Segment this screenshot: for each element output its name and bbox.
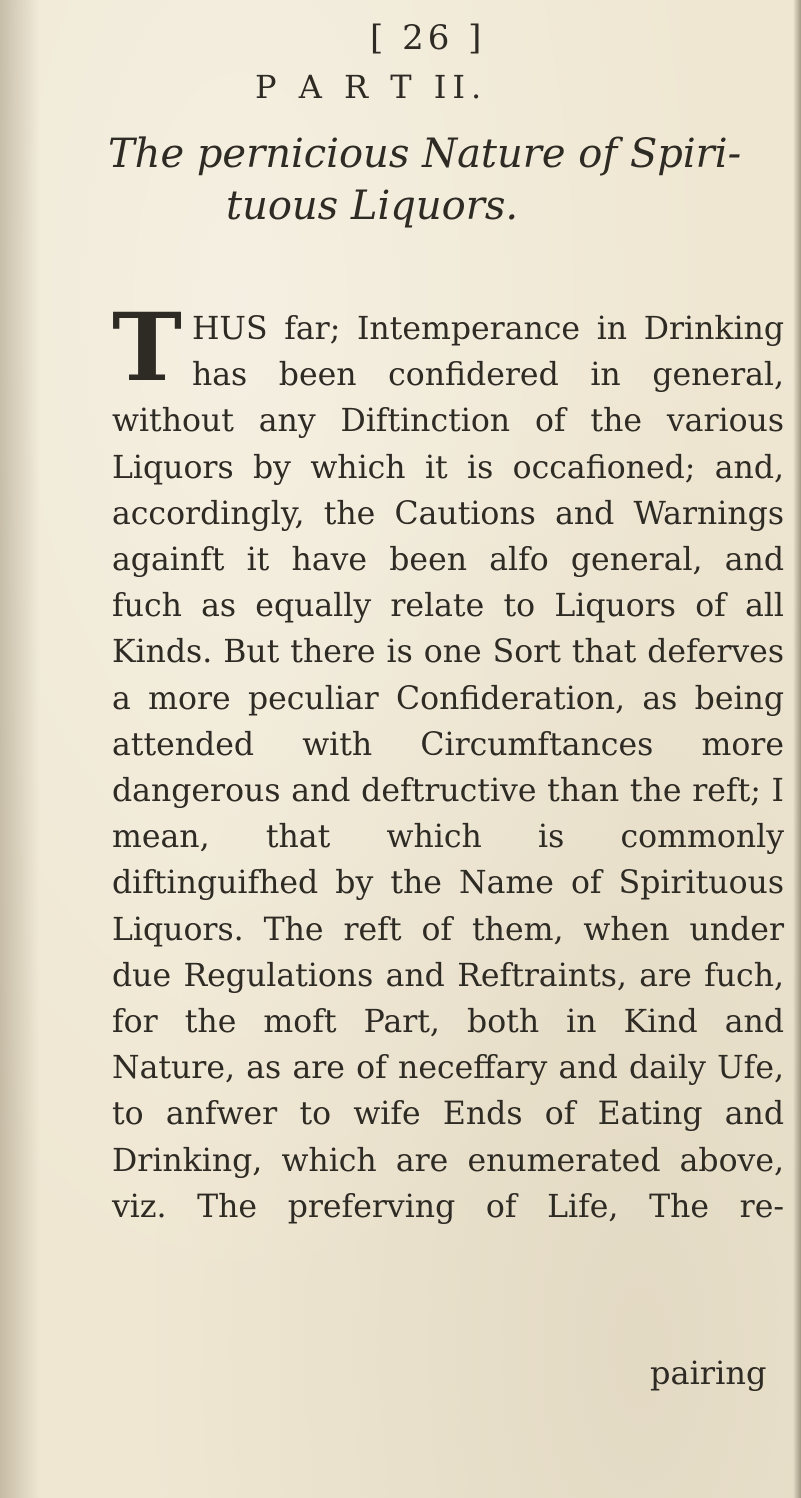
page-number: [ 26 ]	[370, 18, 486, 58]
part-heading: P A R T II.	[255, 68, 488, 106]
body-paragraph	[112, 293, 784, 1230]
section-title	[108, 128, 788, 232]
drop-cap: T	[112, 293, 182, 403]
section-title-line-1: The pernicious Nature of Spiri-	[108, 131, 742, 177]
paragraph-text: HUS far; Intemperance in Drinking has been confidered in general, without any Diftinction of the various Liquors by which it is occafioned; and, accordingly, the Cautions and Warnings againft it have been alfo general, and fuch as equally relate to Liquors of all Kinds. But there is one Sort that deferves a more peculiar Confideration, as being attended with Circumftances more dangerous and deftructive than the reft; I mean, that which is commonly diftinguifhed by the Name of Spirituous Liquors. The reft of them, when under due Regulations and Reftraints, are fuch, for the moft Part, both in Kind and Nature, as are of neceffary and daily Ufe, to anfwer to wife Ends of Eating and Drinking, which are enumerated above, viz. The preferving of Life, The re-	[112, 311, 784, 1225]
binding-shadow	[0, 0, 40, 1498]
page-edge	[793, 0, 801, 1498]
catchword: pairing	[650, 1354, 767, 1392]
section-title-line-2: tuous Liquors.	[226, 183, 519, 229]
